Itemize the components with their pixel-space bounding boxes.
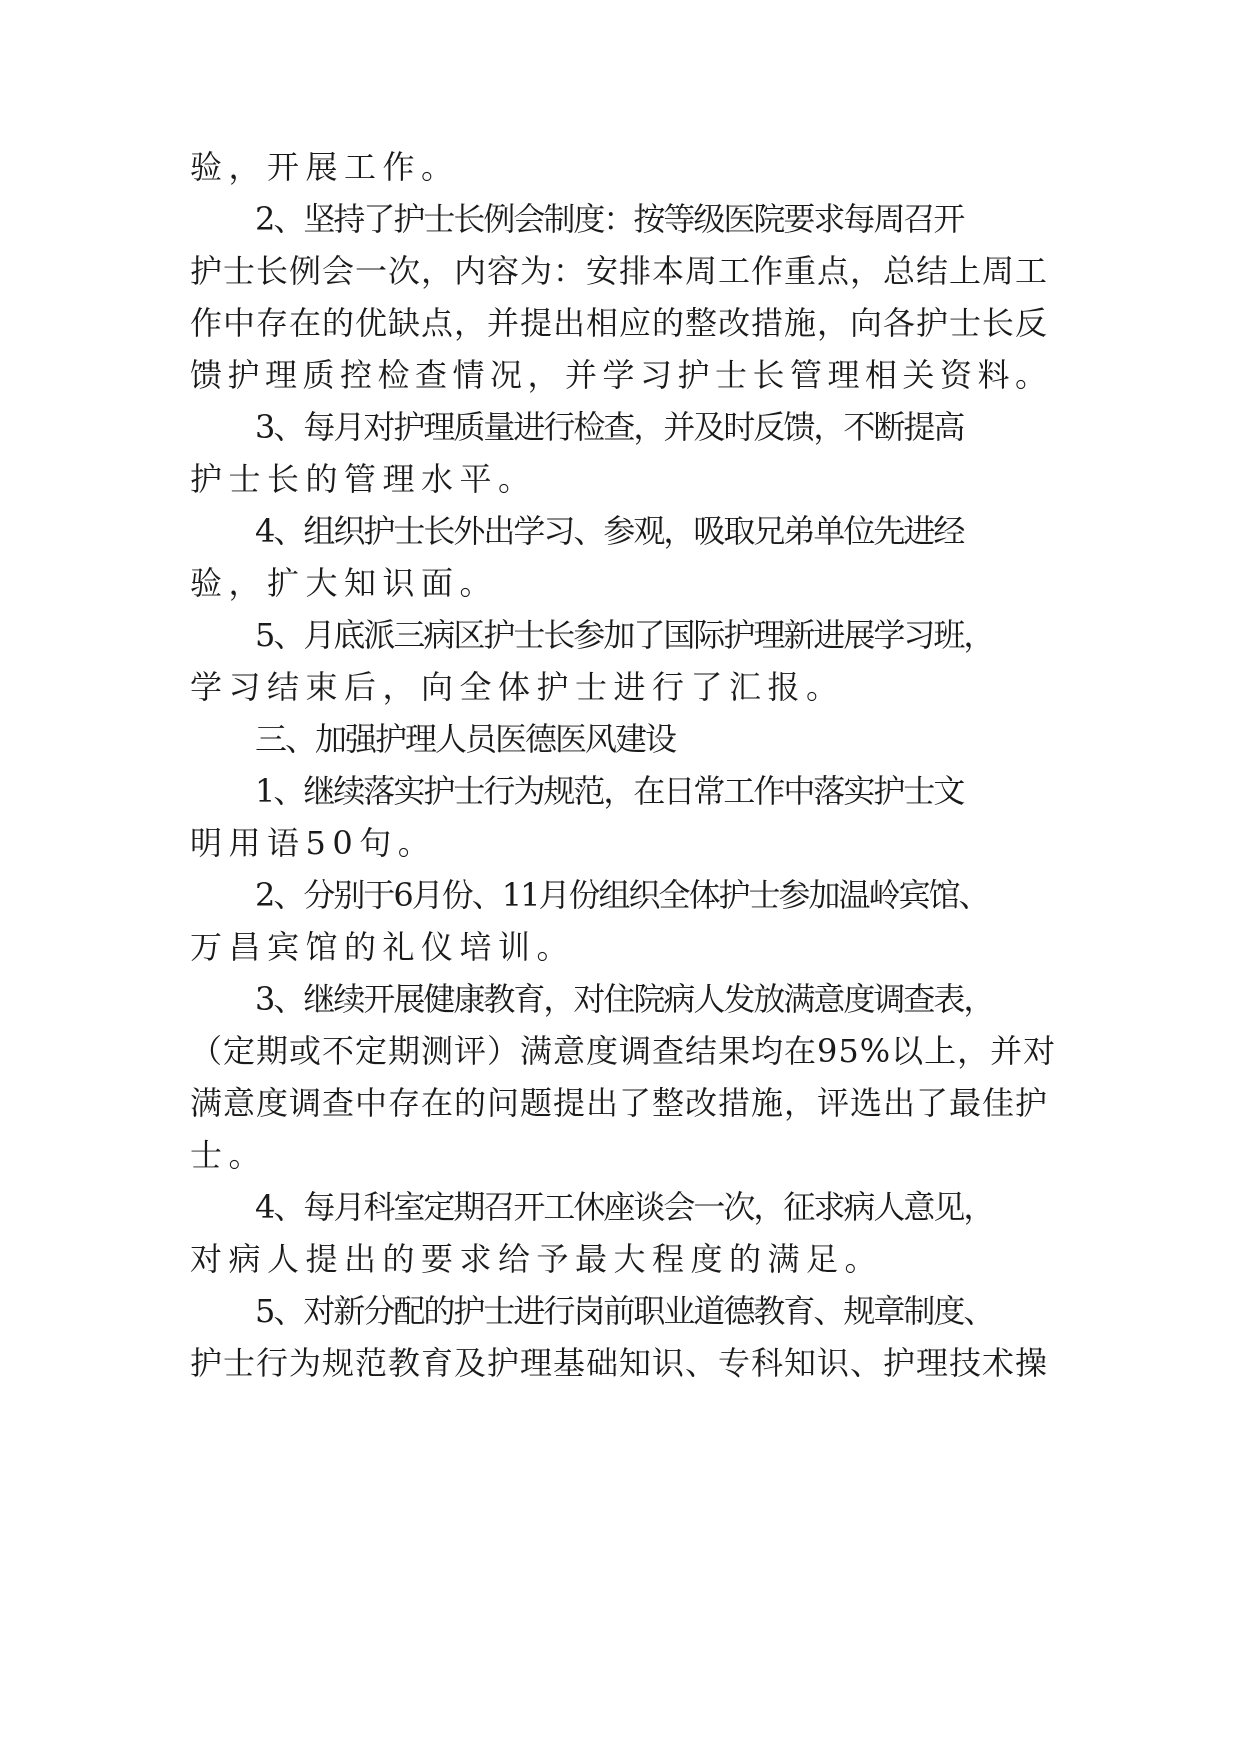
section-heading: 三、加强护理人员医德医风建设 [255, 720, 676, 758]
text-line: 验，扩大知识面。 [190, 564, 499, 602]
text-line: 5、月底派三病区护士长参加了国际护理新进展学习班， [255, 616, 994, 654]
text-line: 学习结束后，向全体护士进行了汇报。 [190, 668, 845, 706]
text-line: 万昌宾馆的礼仪培训。 [190, 928, 576, 966]
text-line: 护士长例会一次，内容为：安排本周工作重点，总结上周工 [190, 252, 1049, 290]
text-line: 馈护理质控检查情况，并学习护士长管理相关资料。 [190, 356, 1053, 394]
text-line: 护士长的管理水平。 [190, 460, 537, 498]
text-line: 对病人提出的要求给予最大程度的满足。 [190, 1240, 884, 1278]
text-line: 满意度调查中存在的问题提出了整改措施，评选出了最佳护 [190, 1084, 1049, 1122]
text-line: 2、分别于6月份、11月份组织全体护士参加温岭宾馆、 [255, 876, 989, 914]
text-line: 护士行为规范教育及护理基础知识、专科知识、护理技术操 [190, 1344, 1049, 1382]
text-line: 作中存在的优缺点，并提出相应的整改措施，向各护士长反 [190, 304, 1049, 342]
text-line: 5、对新分配的护士进行岗前职业道德教育、规章制度、 [255, 1292, 994, 1330]
text-line: （定期或不定期测评）满意度调查结果均在95%以上，并对 [190, 1032, 1057, 1070]
text-line: 2、坚持了护士长例会制度：按等级医院要求每周召开 [255, 200, 964, 238]
text-line: 士。 [190, 1136, 268, 1174]
text-line: 1、继续落实护士行为规范，在日常工作中落实护士文 [255, 772, 964, 810]
text-line: 4、每月科室定期召开工休座谈会一次，征求病人意见， [255, 1188, 994, 1226]
text-line: 3、每月对护理质量进行检查，并及时反馈，不断提高 [255, 408, 964, 446]
text-line: 4、组织护士长外出学习、参观，吸取兄弟单位先进经 [255, 512, 964, 550]
text-line: 验，开展工作。 [190, 148, 460, 186]
text-line: 3、继续开展健康教育，对住院病人发放满意度调查表， [255, 980, 994, 1018]
text-line: 明用语50句。 [190, 824, 437, 862]
